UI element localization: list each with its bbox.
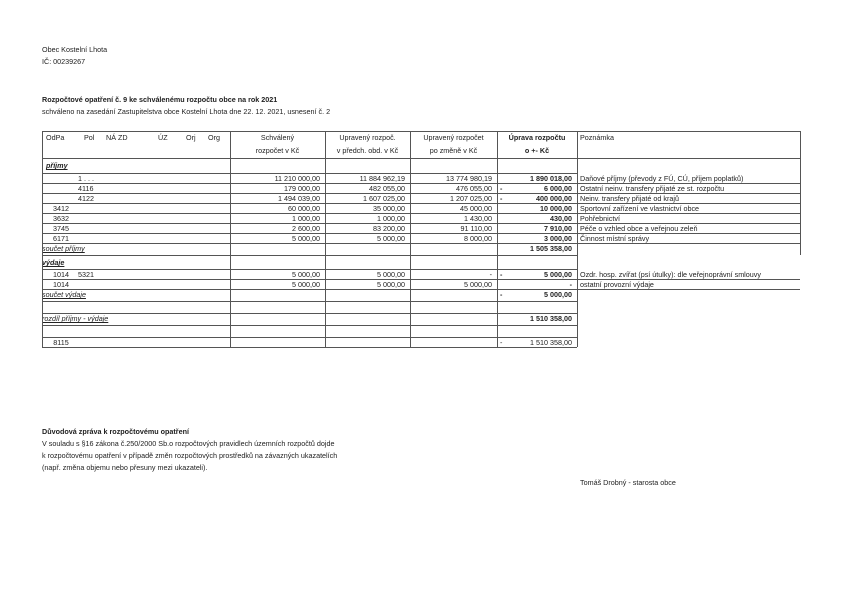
row-poznamka: Ozdr. hosp. zvířat (psí útulky): dle veřejnoprávní smlouvy (580, 270, 761, 279)
row-schvaleny: 1 494 039,00 (278, 194, 320, 203)
row-upraveny: 5 000,00 (377, 280, 405, 289)
row-pol: 4116 (78, 184, 94, 193)
table-rule (42, 193, 800, 194)
table-rule (42, 158, 800, 159)
row-odpa: 3632 (53, 214, 69, 223)
row-sign: - (500, 270, 503, 279)
row-schvaleny: 60 000,00 (288, 204, 320, 213)
row-odpa: 3745 (53, 224, 69, 233)
table-rule (42, 213, 800, 214)
row-po-zmene: 5 000,00 (464, 280, 492, 289)
column-header: Org (208, 133, 220, 142)
table-rule (800, 131, 801, 255)
row-po-zmene: 1 207 025,00 (450, 194, 492, 203)
expense-sum-value: 5 000,00 (544, 290, 572, 299)
column-header: Upravený rozpoč. (339, 133, 396, 142)
report-title: Důvodová zpráva k rozpočtovému opatření (42, 427, 189, 436)
row-uprava: - (569, 280, 572, 289)
row-uprava: 3 000,00 (544, 234, 572, 243)
column-header: Schválený (260, 133, 295, 142)
diff-value: 1 510 358,00 (530, 314, 572, 323)
row-poznamka: ostatní provozní výdaje (580, 280, 654, 289)
row-uprava: 1 890 018,00 (530, 174, 572, 183)
section-label-income: příjmy (46, 161, 68, 170)
row-uprava: 7 910,00 (544, 224, 572, 233)
row-upraveny: 35 000,00 (373, 204, 405, 213)
table-rule (42, 279, 800, 280)
table-rule (42, 289, 800, 290)
table-rule (410, 131, 411, 347)
table-rule (577, 131, 578, 347)
income-sum-value: 1 505 358,00 (530, 244, 572, 253)
diff-label: rozdíl příjmy - výdaje (42, 314, 109, 323)
row-uprava: 5 000,00 (544, 270, 572, 279)
table-rule (42, 131, 43, 347)
row-uprava: 6 000,00 (544, 184, 572, 193)
row-po-zmene: - (489, 270, 492, 279)
income-sum-label: součet příjmy (42, 244, 85, 253)
row-upraveny: 11 884 962,19 (359, 174, 405, 183)
row-upraveny: 482 055,00 (369, 184, 405, 193)
row-odpa: 1014 (53, 280, 69, 289)
column-header: Pol (84, 133, 95, 142)
table-rule (42, 243, 800, 244)
row-pol: 1 . . . (78, 174, 94, 183)
report-line-3: (např. změna objemu nebo přesuny mezi ukazateli). (42, 463, 208, 472)
financing-odpa: 8115 (53, 338, 69, 347)
mayor-signature: Tomáš Drobný - starosta obce (580, 478, 676, 487)
row-po-zmene: 1 430,00 (464, 214, 492, 223)
approval-note: schváleno na zasedání Zastupitelstva obce Kostelní Lhota dne 22. 12. 2021, usnesení č. 2 (42, 107, 331, 116)
column-header: Upravený rozpočet (423, 133, 484, 142)
row-upraveny: 5 000,00 (377, 270, 405, 279)
row-upraveny: 5 000,00 (377, 234, 405, 243)
column-header: Úprava rozpočtu (508, 133, 566, 142)
row-poznamka: Pohřebnictví (580, 214, 620, 223)
financing-value: 1 510 358,00 (530, 338, 572, 347)
row-pol: 5321 (78, 270, 94, 279)
document-title: Rozpočtové opatření č. 9 ke schválenému rozpočtu obce na rok 2021 (42, 95, 278, 104)
table-rule (230, 131, 231, 347)
table-rule (497, 131, 498, 347)
row-poznamka: Péče o vzhled obce a veřejnou zeleň (580, 224, 698, 233)
row-schvaleny: 5 000,00 (292, 280, 320, 289)
section-label-expense: výdaje (42, 258, 65, 267)
expense-sum-label: součet výdaje (42, 290, 86, 299)
column-header: Orj (186, 133, 196, 142)
row-poznamka: Činnost místní správy (580, 234, 650, 243)
report-line-2: k rozpočtovému opatření v případě změn rozpočtových prostředků na závazných ukazatelích (42, 451, 338, 460)
column-header: ÚZ (158, 133, 168, 142)
row-poznamka: Daňové příjmy (převody z FÚ, CÚ, příjem poplatků) (580, 174, 744, 183)
row-poznamka: Sportovní zařízení ve vlastnictví obce (580, 204, 700, 213)
table-rule (42, 233, 800, 234)
row-poznamka: Ostatní neinv. transfery přijaté ze st. rozpočtu (580, 184, 725, 193)
row-po-zmene: 45 000,00 (460, 204, 492, 213)
row-poznamka: Neinv. transfery přijaté od krajů (580, 194, 679, 203)
row-po-zmene: 476 055,00 (456, 184, 492, 193)
expense-sum-sign: - (500, 290, 503, 299)
row-schvaleny: 2 600,00 (292, 224, 320, 233)
column-header: v předch. obd. v Kč (336, 146, 399, 155)
municipality-name: Obec Kostelní Lhota (42, 45, 108, 54)
column-header: Poznámka (580, 133, 614, 142)
row-uprava: 400 000,00 (536, 194, 572, 203)
table-rule (42, 131, 800, 132)
row-upraveny: 1 607 025,00 (363, 194, 405, 203)
row-pol: 4122 (78, 194, 94, 203)
table-rule (325, 131, 326, 347)
column-header: rozpočet v Kč (255, 146, 300, 155)
row-schvaleny: 5 000,00 (292, 234, 320, 243)
row-schvaleny: 11 210 000,00 (274, 174, 320, 183)
row-schvaleny: 5 000,00 (292, 270, 320, 279)
ico-number: IČ: 00239267 (42, 57, 86, 66)
row-sign: - (500, 194, 503, 203)
column-header: o +- Kč (524, 146, 550, 155)
row-uprava: 10 000,00 (540, 204, 572, 213)
table-rule (42, 347, 577, 348)
row-odpa: 3412 (53, 204, 69, 213)
row-odpa: 1014 (53, 270, 69, 279)
financing-sign: - (500, 338, 503, 347)
report-line-1: V souladu s §16 zákona č.250/2000 Sb.o rozpočtových pravidlech územních rozpočtů dojde (42, 439, 335, 448)
row-uprava: 430,00 (550, 214, 572, 223)
row-po-zmene: 8 000,00 (464, 234, 492, 243)
row-po-zmene: 13 774 980,19 (446, 174, 492, 183)
row-upraveny: 83 200,00 (373, 224, 405, 233)
row-po-zmene: 91 110,00 (460, 224, 492, 233)
column-header: NÁ ZD (106, 133, 128, 142)
row-upraveny: 1 000,00 (377, 214, 405, 223)
row-odpa: 6171 (53, 234, 69, 243)
row-schvaleny: 1 000,00 (292, 214, 320, 223)
row-schvaleny: 179 000,00 (284, 184, 320, 193)
row-sign: - (500, 184, 503, 193)
column-header: OdPa (46, 133, 65, 142)
column-header: po změně v Kč (429, 146, 478, 155)
